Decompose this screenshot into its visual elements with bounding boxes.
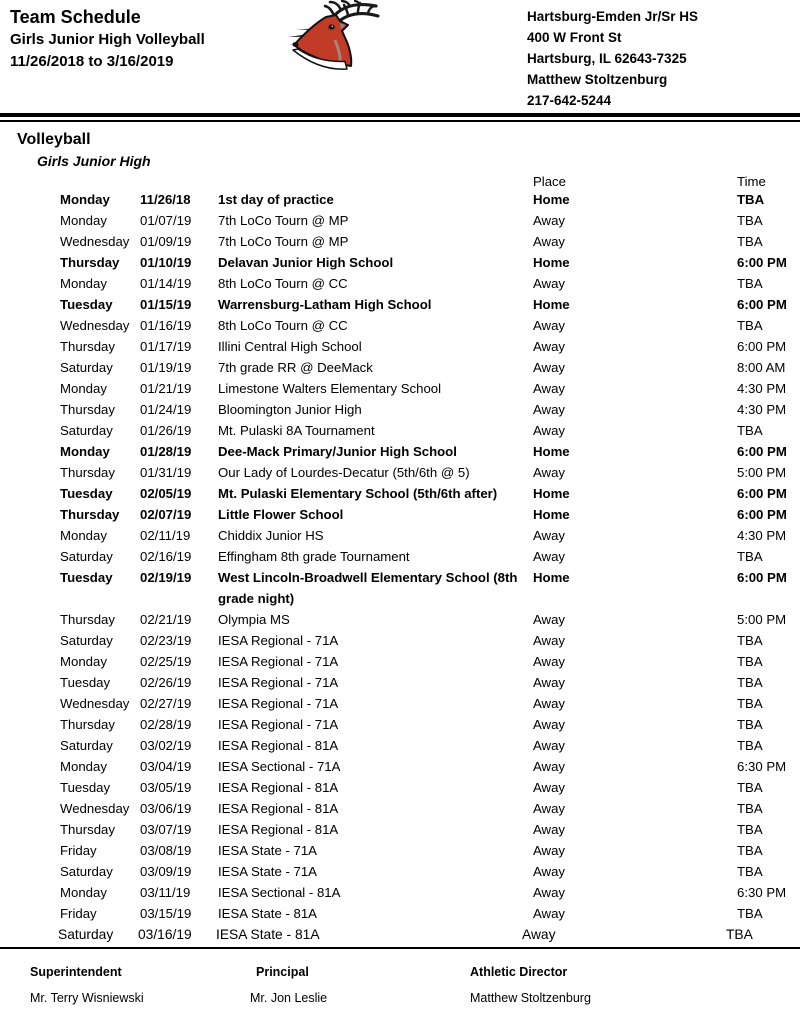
footer-principal xyxy=(250,965,470,1005)
schedule-event: Chiddix Junior HS xyxy=(218,528,324,543)
stag-mascot-logo xyxy=(288,0,383,70)
schedule-day: Monday xyxy=(60,192,110,207)
schedule-place: Away xyxy=(533,528,566,543)
schedule-place: Away xyxy=(533,801,566,816)
schedule-row xyxy=(0,357,800,378)
schedule-day: Saturday xyxy=(60,633,113,648)
schedule-day: Thursday xyxy=(60,402,115,417)
schedule-place: Away xyxy=(533,717,566,732)
schedule-event: IESA State - 71A xyxy=(218,864,317,879)
schedule-event: Little Flower School xyxy=(218,507,344,522)
schedule-place: Away xyxy=(533,465,566,480)
schedule-day: Monday xyxy=(60,276,107,291)
schedule-row xyxy=(0,504,800,525)
schedule-row xyxy=(0,609,800,630)
footer-role-title: Athletic Director xyxy=(470,965,568,979)
schedule-event: 7th LoCo Tourn @ MP xyxy=(218,234,349,249)
schedule-day: Saturday xyxy=(60,549,113,564)
schedule-date: 01/26/19 xyxy=(140,423,192,438)
schedule-header-row xyxy=(0,174,800,189)
schedule-row xyxy=(0,819,800,840)
schedule-place: Home xyxy=(533,507,570,522)
schedule-row xyxy=(0,210,800,231)
page-title: Team Schedule xyxy=(10,7,141,27)
schedule-row xyxy=(0,315,800,336)
schedule-place: Away xyxy=(533,633,566,648)
schedule-place: Away xyxy=(533,402,566,417)
schedule-time: 6:00 PM xyxy=(737,339,787,354)
schedule-time: 4:30 PM xyxy=(737,528,787,543)
schedule-date: 01/16/19 xyxy=(140,318,192,333)
schedule-date: 01/10/19 xyxy=(140,255,192,270)
schedule-row xyxy=(0,861,800,882)
footer-athletic-director xyxy=(470,965,800,1005)
schedule-day: Thursday xyxy=(60,717,115,732)
schedule-day: Thursday xyxy=(60,507,120,522)
schedule-row xyxy=(0,378,800,399)
schedule-place: Away xyxy=(533,234,566,249)
schedule-event: IESA Regional - 71A xyxy=(218,717,339,732)
schedule-row xyxy=(0,462,800,483)
schedule-date: 01/24/19 xyxy=(140,402,192,417)
schedule-time: TBA xyxy=(737,633,763,648)
schedule-event: IESA Regional - 71A xyxy=(218,675,339,690)
footer-role-name: Mr. Jon Leslie xyxy=(250,991,328,1005)
schedule-event: IESA Regional - 71A xyxy=(218,633,339,648)
schedule-time: 8:00 AM xyxy=(737,360,786,375)
schedule-day: Thursday xyxy=(60,612,115,627)
schedule-time: TBA xyxy=(737,780,763,795)
schedule-event: West Lincoln-Broadwell Elementary School (8th grade night) xyxy=(218,570,518,606)
schedule-date: 02/11/19 xyxy=(140,528,191,543)
footer-role-name: Mr. Terry Wisniewski xyxy=(30,991,144,1005)
school-contact: Matthew Stoltzenburg xyxy=(527,72,668,87)
schedule-place: Away xyxy=(533,549,566,564)
schedule-place: Away xyxy=(533,780,566,795)
schedule-event: Delavan Junior High School xyxy=(218,255,394,270)
schedule-date: 02/25/19 xyxy=(140,654,192,669)
schedule-place: Home xyxy=(533,486,570,501)
schedule-time: TBA xyxy=(737,276,763,291)
schedule-day: Thursday xyxy=(60,822,115,837)
schedule-day: Saturday xyxy=(60,738,113,753)
schedule-row xyxy=(0,651,800,672)
schedule-event: 7th LoCo Tourn @ MP xyxy=(218,213,349,228)
schedule-place: Away xyxy=(533,885,566,900)
schedule-day: Monday xyxy=(60,213,107,228)
schedule-event: Bloomington Junior High xyxy=(218,402,362,417)
schedule-event: IESA Regional - 81A xyxy=(218,822,339,837)
schedule-day: Tuesday xyxy=(60,297,113,312)
schedule-day: Saturday xyxy=(60,423,113,438)
schedule-date: 01/09/19 xyxy=(140,234,192,249)
schedule-event: Effingham 8th grade Tournament xyxy=(218,549,410,564)
schedule-time: 5:00 PM xyxy=(737,612,787,627)
schedule-day: Wednesday xyxy=(60,234,130,249)
schedule-place: Away xyxy=(533,675,566,690)
schedule-time: 4:30 PM xyxy=(737,381,787,396)
schedule-day: Tuesday xyxy=(60,570,113,585)
schedule-event: Limestone Walters Elementary School xyxy=(218,381,442,396)
schedule-time: TBA xyxy=(737,843,763,858)
schedule-row xyxy=(0,252,800,273)
page-footer xyxy=(0,965,800,1005)
schedule-table xyxy=(0,174,800,945)
schedule-place: Away xyxy=(533,612,566,627)
schedule-place: Away xyxy=(533,906,566,921)
schedule-row xyxy=(0,336,800,357)
schedule-day: Saturday xyxy=(60,360,113,375)
schedule-place: Away xyxy=(533,864,566,879)
schedule-date: 02/23/19 xyxy=(140,633,192,648)
schedule-event: Mt. Pulaski 8A Tournament xyxy=(218,423,375,438)
schedule-row xyxy=(0,441,800,462)
section-heading xyxy=(0,130,800,170)
schedule-day: Monday xyxy=(60,759,107,774)
schedule-time: 6:00 PM xyxy=(737,255,787,270)
schedule-date: 03/05/19 xyxy=(140,780,192,795)
schedule-time: 6:00 PM xyxy=(737,444,787,459)
schedule-row xyxy=(0,882,800,903)
schedule-date: 01/17/19 xyxy=(140,339,192,354)
schedule-event: Dee-Mack Primary/Junior High School xyxy=(218,444,457,459)
schedule-event: IESA Regional - 81A xyxy=(218,780,339,795)
schedule-day: Friday xyxy=(60,906,97,921)
schedule-date: 01/21/19 xyxy=(140,381,192,396)
schedule-event: IESA Sectional - 81A xyxy=(218,885,341,900)
schedule-time: TBA xyxy=(737,192,765,207)
schedule-date: 02/26/19 xyxy=(140,675,192,690)
schedule-date: 02/16/19 xyxy=(140,549,192,564)
schedule-time: 4:30 PM xyxy=(737,402,787,417)
schedule-day: Saturday xyxy=(58,927,114,942)
schedule-time: TBA xyxy=(737,864,763,879)
schedule-row xyxy=(0,294,800,315)
schedule-row xyxy=(0,420,800,441)
schedule-time: 6:30 PM xyxy=(737,885,787,900)
schedule-place: Away xyxy=(533,843,566,858)
school-name: Hartsburg-Emden Jr/Sr HS xyxy=(527,9,699,24)
schedule-row xyxy=(0,777,800,798)
report-title-block xyxy=(10,6,205,73)
schedule-time: TBA xyxy=(726,927,753,942)
stag-head-fill xyxy=(294,15,351,66)
schedule-time: TBA xyxy=(737,822,763,837)
schedule-event: IESA State - 71A xyxy=(218,843,317,858)
schedule-event: 8th LoCo Tourn @ CC xyxy=(218,276,348,291)
schedule-time: TBA xyxy=(737,213,763,228)
schedule-row xyxy=(0,903,800,924)
schedule-row xyxy=(0,231,800,252)
schedule-event: IESA Regional - 71A xyxy=(218,654,339,669)
schedule-event: Mt. Pulaski Elementary School (5th/6th after) xyxy=(218,486,498,501)
schedule-date: 03/09/19 xyxy=(140,864,192,879)
schedule-event: IESA Regional - 81A xyxy=(218,801,339,816)
schedule-place: Away xyxy=(533,654,566,669)
schedule-date: 01/15/19 xyxy=(140,297,192,312)
schedule-event: Olympia MS xyxy=(218,612,290,627)
schedule-event: IESA Regional - 71A xyxy=(218,696,339,711)
schedule-row xyxy=(0,630,800,651)
team-subtitle: Girls Junior High Volleyball xyxy=(10,31,205,48)
school-phone: 217-642-5244 xyxy=(527,93,612,108)
schedule-event: IESA State - 81A xyxy=(218,906,317,921)
schedule-event: IESA State - 81A xyxy=(216,927,320,942)
schedule-place: Away xyxy=(533,360,566,375)
schedule-date: 03/06/19 xyxy=(140,801,192,816)
schedule-time: TBA xyxy=(737,234,763,249)
schedule-row xyxy=(0,735,800,756)
footer-superintendent xyxy=(30,965,250,1005)
header-divider xyxy=(0,113,800,122)
schedule-row xyxy=(0,483,800,504)
schedule-time: 6:00 PM xyxy=(737,570,787,585)
schedule-day: Monday xyxy=(60,654,107,669)
school-address2: Hartsburg, IL 62643-7325 xyxy=(527,51,687,66)
schedule-day: Wednesday xyxy=(60,696,130,711)
schedule-row xyxy=(0,189,800,210)
schedule-date: 03/08/19 xyxy=(140,843,192,858)
schedule-date: 03/07/19 xyxy=(140,822,192,837)
sport-title: Volleyball xyxy=(17,131,91,148)
schedule-day: Monday xyxy=(60,885,107,900)
schedule-date: 03/15/19 xyxy=(140,906,192,921)
schedule-row xyxy=(0,273,800,294)
schedule-row xyxy=(0,525,800,546)
schedule-time: TBA xyxy=(737,654,763,669)
schedule-date: 02/07/19 xyxy=(140,507,192,522)
schedule-day: Saturday xyxy=(60,864,113,879)
schedule-event: IESA Regional - 81A xyxy=(218,738,339,753)
schedule-event: 8th LoCo Tourn @ CC xyxy=(218,318,348,333)
footer-role-name: Matthew Stoltzenburg xyxy=(470,991,591,1005)
schedule-time: 6:00 PM xyxy=(737,297,787,312)
schedule-date: 03/16/19 xyxy=(138,927,192,942)
schedule-date: 01/19/19 xyxy=(140,360,192,375)
schedule-date: 03/11/19 xyxy=(140,885,191,900)
schedule-place: Away xyxy=(522,927,556,942)
schedule-date: 02/27/19 xyxy=(140,696,192,711)
schedule-day: Tuesday xyxy=(60,486,113,501)
schedule-time: TBA xyxy=(737,423,763,438)
schedule-event: Our Lady of Lourdes-Decatur (5th/6th @ 5) xyxy=(218,465,470,480)
schedule-date: 01/31/19 xyxy=(140,465,192,480)
schedule-place: Away xyxy=(533,738,566,753)
schedule-place: Home xyxy=(533,255,570,270)
schedule-date: 11/26/18 xyxy=(140,192,191,207)
schedule-date: 01/07/19 xyxy=(140,213,192,228)
schedule-place: Home xyxy=(533,192,570,207)
schedule-row xyxy=(0,714,800,735)
schedule-time: 6:00 PM xyxy=(737,507,787,522)
schedule-day: Wednesday xyxy=(60,318,130,333)
school-info-block xyxy=(527,6,698,111)
schedule-date: 03/04/19 xyxy=(140,759,192,774)
schedule-date: 02/21/19 xyxy=(140,612,192,627)
schedule-time: TBA xyxy=(737,738,763,753)
schedule-event: 1st day of practice xyxy=(218,192,334,207)
schedule-time: TBA xyxy=(737,549,763,564)
schedule-place: Away xyxy=(533,822,566,837)
schedule-time: TBA xyxy=(737,675,763,690)
schedule-day: Tuesday xyxy=(60,675,111,690)
schedule-day: Thursday xyxy=(60,339,115,354)
schedule-event: IESA Sectional - 71A xyxy=(218,759,341,774)
schedule-day: Tuesday xyxy=(60,780,111,795)
schedule-day: Friday xyxy=(60,843,97,858)
schedule-time: 6:00 PM xyxy=(737,486,787,501)
schedule-day: Thursday xyxy=(60,465,115,480)
schedule-day: Wednesday xyxy=(60,801,130,816)
schedule-date: 02/05/19 xyxy=(140,486,192,501)
date-range: 11/26/2018 to 3/16/2019 xyxy=(10,53,174,70)
schedule-place: Away xyxy=(533,276,566,291)
schedule-place: Away xyxy=(533,759,566,774)
schedule-time: 5:00 PM xyxy=(737,465,787,480)
stag-head-icon xyxy=(288,0,383,70)
schedule-place: Away xyxy=(533,423,566,438)
schedule-date: 02/28/19 xyxy=(140,717,192,732)
schedule-row xyxy=(0,399,800,420)
schedule-day: Monday xyxy=(60,444,110,459)
schedule-row xyxy=(0,798,800,819)
schedule-day: Thursday xyxy=(60,255,120,270)
page-header xyxy=(0,0,800,113)
column-header-place: Place xyxy=(533,174,566,189)
footer-role-title: Superintendent xyxy=(30,965,122,979)
column-header-time: Time xyxy=(737,174,766,189)
schedule-row xyxy=(0,672,800,693)
schedule-place: Away xyxy=(533,696,566,711)
schedule-place: Home xyxy=(533,444,570,459)
schedule-time: TBA xyxy=(737,801,763,816)
schedule-place: Home xyxy=(533,570,570,585)
schedule-day: Monday xyxy=(60,528,107,543)
schedule-time: 6:30 PM xyxy=(737,759,787,774)
schedule-time: TBA xyxy=(737,696,763,711)
schedule-date: 02/19/19 xyxy=(140,570,192,585)
schedule-place: Away xyxy=(533,213,566,228)
schedule-row xyxy=(0,840,800,861)
schedule-place: Away xyxy=(533,339,566,354)
schedule-time: TBA xyxy=(737,717,763,732)
schedule-date: 01/28/19 xyxy=(140,444,192,459)
team-title: Girls Junior High xyxy=(37,153,151,169)
schedule-place: Home xyxy=(533,297,570,312)
schedule-event: 7th grade RR @ DeeMack xyxy=(218,360,373,375)
schedule-row xyxy=(0,693,800,714)
schedule-day: Monday xyxy=(60,381,107,396)
footer-role-title: Principal xyxy=(256,965,309,979)
schedule-row xyxy=(0,546,800,567)
schedule-body xyxy=(0,189,800,945)
schedule-row xyxy=(0,567,800,609)
schedule-place: Away xyxy=(533,381,566,396)
schedule-event: Illini Central High School xyxy=(218,339,362,354)
schedule-event: Warrensburg-Latham High School xyxy=(218,297,432,312)
school-address1: 400 W Front St xyxy=(527,30,622,45)
schedule-date: 03/02/19 xyxy=(140,738,192,753)
footer-divider xyxy=(0,947,800,949)
schedule-place: Away xyxy=(533,318,566,333)
schedule-date: 01/14/19 xyxy=(140,276,192,291)
schedule-row xyxy=(0,756,800,777)
schedule-time: TBA xyxy=(737,318,763,333)
schedule-time: TBA xyxy=(737,906,763,921)
schedule-row xyxy=(0,924,800,945)
